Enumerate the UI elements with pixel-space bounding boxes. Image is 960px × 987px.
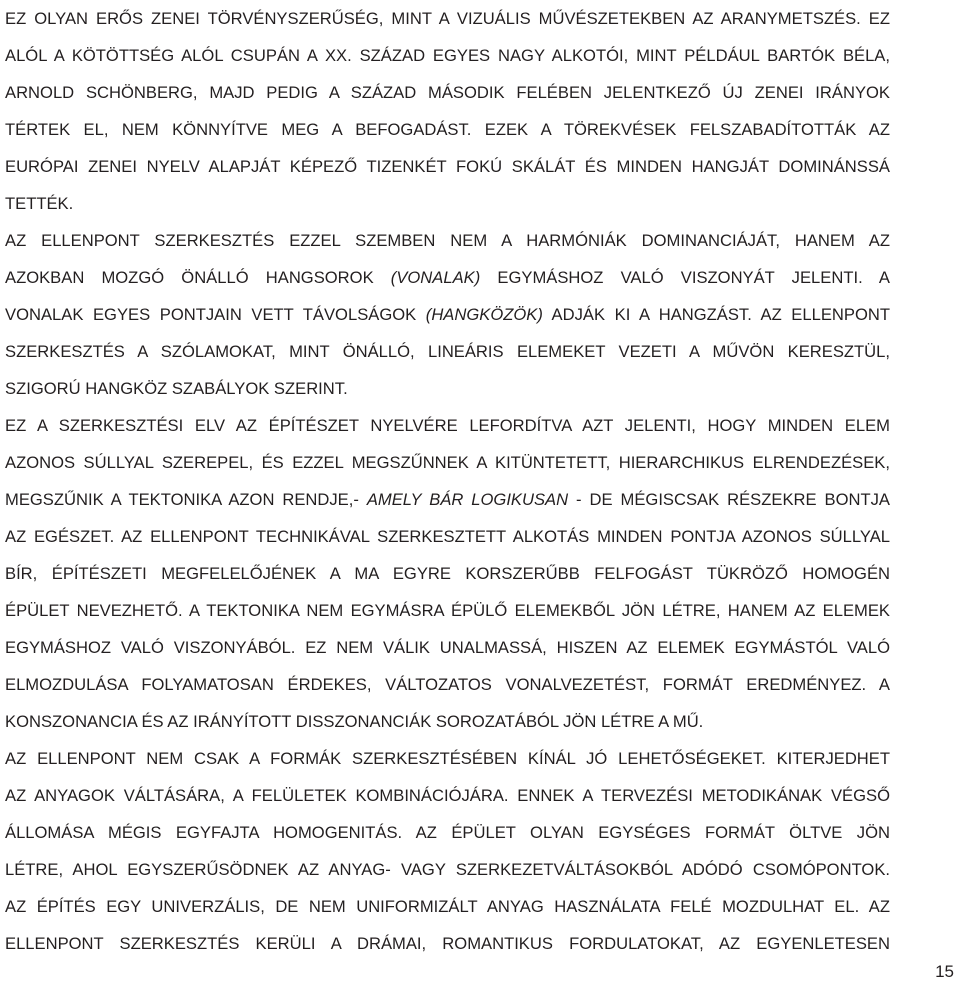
text-line: SZERKESZTÉS A SZÓLAMOKAT, MINT ÖNÁLLÓ, LINEÁRIS ELEMEKET VEZETI A MŰVÖN KERESZTÜL,	[5, 342, 890, 361]
paragraph-4	[5, 740, 890, 962]
text-line: AZOKBAN MOZGÓ ÖNÁLLÓ HANGSOROK (VONALAK) EGYMÁSHOZ VALÓ VISZONYÁT JELENTI. A	[5, 268, 890, 287]
text-line: LÉTRE, AHOL EGYSZERŰSÖDNEK AZ ANYAG- VAGY SZERKEZETVÁLTÁSOKBÓL ADÓDÓ CSOMÓPONTOK.	[5, 860, 890, 879]
text-line: ARNOLD SCHÖNBERG, MAJD PEDIG A SZÁZAD MÁSODIK FELÉBEN JELENTKEZŐ ÚJ ZENEI IRÁNYOK	[5, 83, 890, 102]
paragraph-2	[5, 222, 890, 407]
text-line: KONSZONANCIA ÉS AZ IRÁNYÍTOTT DISSZONANCIÁK SOROZATÁBÓL JÖN LÉTRE A MŰ.	[5, 712, 704, 731]
text-line: TÉRTEK EL, NEM KÖNNYÍTVE MEG A BEFOGADÁST. EZEK A TÖREKVÉSEK FELSZABADÍTOTTÁK AZ	[5, 120, 890, 139]
text-line: AZ ÉPÍTÉS EGY UNIVERZÁLIS, DE NEM UNIFORMIZÁLT ANYAG HASZNÁLATA FELÉ MOZDULHAT EL. AZ	[5, 897, 890, 916]
text-line: ALÓL A KÖTÖTTSÉG ALÓL CSUPÁN A XX. SZÁZAD EGYES NAGY ALKOTÓI, MINT PÉLDÁUL BARTÓK BÉLA,	[5, 46, 890, 65]
text-line: AZONOS SÚLLYAL SZEREPEL, ÉS EZZEL MEGSZŰNNEK A KITÜNTETETT, HIERARCHIKUS ELRENDEZÉSEK,	[5, 453, 890, 472]
paragraph-1	[5, 0, 890, 222]
text-line: ÁLLOMÁSA MÉGIS EGYFAJTA HOMOGENITÁS. AZ ÉPÜLET OLYAN EGYSÉGES FORMÁT ÖLTVE JÖN	[5, 823, 890, 842]
text-line: ELLENPONT SZERKESZTÉS KERÜLI A DRÁMAI, ROMANTIKUS FORDULATOKAT, AZ EGYENLETESEN	[5, 934, 890, 953]
text-line: ELMOZDULÁSA FOLYAMATOSAN ÉRDEKES, VÁLTOZATOS VONALVEZETÉST, FORMÁT EREDMÉNYEZ. A	[5, 675, 890, 694]
paragraph-3	[5, 407, 890, 740]
text-line: EURÓPAI ZENEI NYELV ALAPJÁT KÉPEZŐ TIZENKÉT FOKÚ SKÁLÁT ÉS MINDEN HANGJÁT DOMINÁNSSÁ	[5, 157, 890, 176]
page-number: 15	[935, 962, 954, 981]
text-line: AZ ANYAGOK VÁLTÁSÁRA, A FELÜLETEK KOMBINÁCIÓJÁRA. ENNEK A TERVEZÉSI METODIKÁNAK VÉGSŐ	[5, 786, 890, 805]
text-line: EZ A SZERKESZTÉSI ELV AZ ÉPÍTÉSZET NYELVÉRE LEFORDÍTVA AZT JELENTI, HOGY MINDEN ELEM	[5, 416, 890, 435]
text-line: MEGSZŰNIK A TEKTONIKA AZON RENDJE,- AMELY BÁR LOGIKUSAN - DE MÉGISCSAK RÉSZEKRE BONTJA	[5, 490, 890, 509]
text-line: BÍR, ÉPÍTÉSZETI MEGFELELŐJÉNEK A MA EGYRE KORSZERŰBB FELFOGÁST TÜKRÖZŐ HOMOGÉN	[5, 564, 890, 583]
text-line: AZ EGÉSZET. AZ ELLENPONT TECHNIKÁVAL SZERKESZTETT ALKOTÁS MINDEN PONTJA AZONOS SÚLLYAL	[5, 527, 890, 546]
text-line: EZ OLYAN ERŐS ZENEI TÖRVÉNYSZERŰSÉG, MINT A VIZUÁLIS MŰVÉSZETEKBEN AZ ARANYMETSZÉS. EZ	[5, 9, 890, 28]
text-line: TETTÉK.	[5, 194, 74, 213]
emphasis: (HANGKÖZÖK)	[425, 305, 543, 324]
document-page	[5, 0, 890, 962]
text-line: AZ ELLENPONT NEM CSAK A FORMÁK SZERKESZTÉSÉBEN KÍNÁL JÓ LEHETŐSÉGEKET. KITERJEDHET	[5, 749, 890, 768]
text-line: EGYMÁSHOZ VALÓ VISZONYÁBÓL. EZ NEM VÁLIK UNALMASSÁ, HISZEN AZ ELEMEK EGYMÁSTÓL VALÓ	[5, 638, 890, 657]
emphasis: AMELY BÁR LOGIKUSAN	[366, 490, 569, 509]
text-line: ÉPÜLET NEVEZHETŐ. A TEKTONIKA NEM EGYMÁSRA ÉPÜLŐ ELEMEKBŐL JÖN LÉTRE, HANEM AZ ELEMEK	[5, 601, 890, 620]
emphasis: (VONALAK)	[390, 268, 481, 287]
text-line: AZ ELLENPONT SZERKESZTÉS EZZEL SZEMBEN NEM A HARMÓNIÁK DOMINANCIÁJÁT, HANEM AZ	[5, 231, 890, 250]
text-line: SZIGORÚ HANGKÖZ SZABÁLYOK SZERINT.	[5, 379, 348, 398]
text-line: VONALAK EGYES PONTJAIN VETT TÁVOLSÁGOK (HANGKÖZÖK) ADJÁK KI A HANGZÁST. AZ ELLENPONT	[5, 305, 890, 324]
